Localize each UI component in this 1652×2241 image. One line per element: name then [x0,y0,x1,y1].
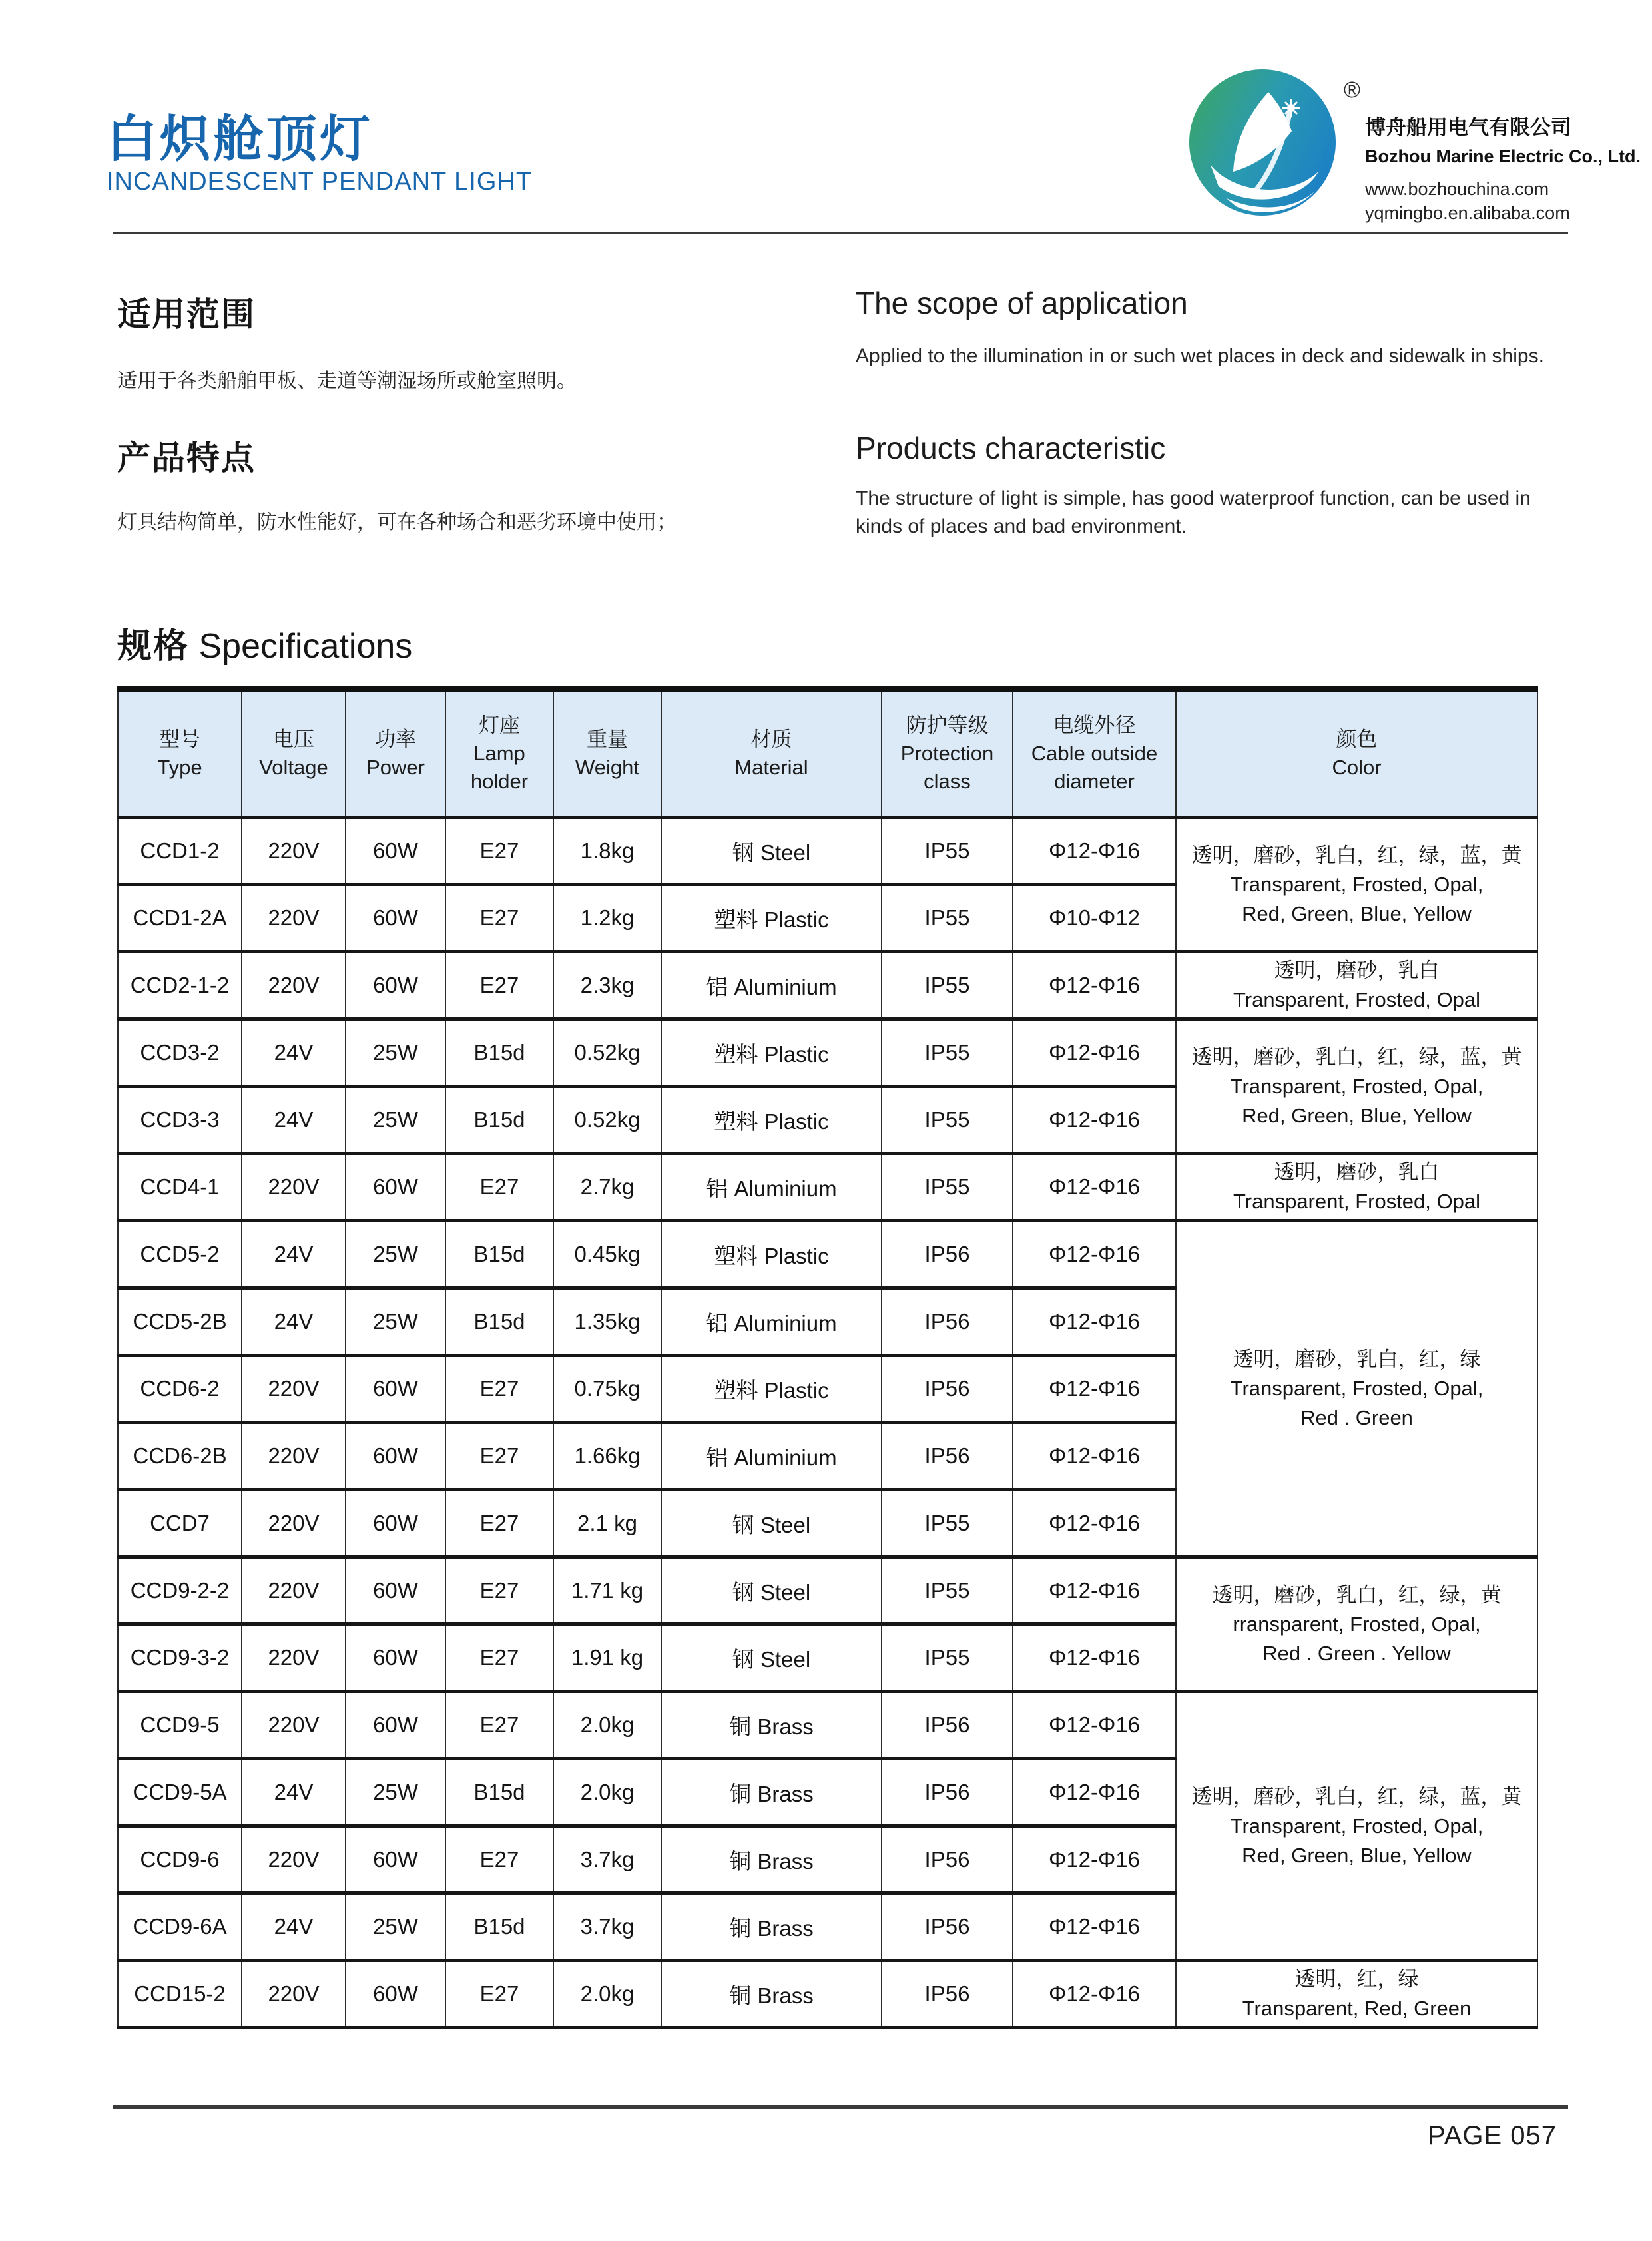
specifications-heading-cn: 规格 [117,627,190,666]
spec-cell-power: 60W [346,1356,445,1423]
spec-cell-protection-class: IP55 [882,885,1013,952]
spec-cell-lamp-holder: E27 [445,1826,553,1893]
spec-cell-type: CCD1-2A [118,885,242,952]
specifications-heading-en: Specifications [198,627,413,666]
spec-cell-color: 透明，磨砂，乳白，红，绿，蓝，黄 Transparent, Frosted, Opal, Red, Green, Blue, Yellow [1176,1019,1537,1154]
spec-cell-power: 60W [346,1624,445,1692]
spec-cell-power: 60W [346,1423,445,1490]
spec-header-weight: 重量 Weight [553,689,661,818]
spec-table-body [118,818,1537,2028]
spec-cell-type: CCD5-2B [118,1288,242,1356]
spec-cell-protection-class: IP56 [882,1356,1013,1423]
scope-body-en: Applied to the illumination in or such wet places in deck and sidewalk in ships. [856,345,1544,367]
spec-cell-material: 铝 Aluminium [661,952,882,1019]
spec-row [118,1221,1537,1288]
spec-cell-voltage: 24V [242,1221,346,1288]
spec-cell-protection-class: IP55 [882,1087,1013,1154]
footer-divider [113,2105,1568,2109]
spec-cell-power: 25W [346,1288,445,1356]
spec-cell-voltage: 220V [242,885,346,952]
spec-cell-color: 透明，磨砂，乳白 Transparent, Frosted, Opal [1176,952,1537,1019]
spec-cell-type: CCD9-2-2 [118,1557,242,1624]
spec-cell-type: CCD3-2 [118,1019,242,1087]
spec-row [118,1557,1537,1624]
spec-cell-power: 60W [346,885,445,952]
spec-cell-cable-outside-diameter: Φ12-Φ16 [1013,1288,1176,1356]
spec-cell-cable-outside-diameter: Φ12-Φ16 [1013,1826,1176,1893]
spec-cell-weight: 1.71 kg [553,1557,661,1624]
spec-cell-weight: 0.52kg [553,1087,661,1154]
spec-cell-cable-outside-diameter: Φ12-Φ16 [1013,1557,1176,1624]
spec-cell-lamp-holder: E27 [445,885,553,952]
spec-header-protection-class: 防护等级 Protection class [882,689,1013,818]
spec-cell-type: CCD3-3 [118,1087,242,1154]
spec-cell-type: CCD6-2B [118,1423,242,1490]
spec-row [118,1154,1537,1221]
spec-cell-color: 透明，磨砂，乳白，红，绿，蓝，黄 Transparent, Frosted, Opal, Red, Green, Blue, Yellow [1176,1692,1537,1961]
spec-row [118,1961,1537,2028]
spec-cell-material: 铝 Aluminium [661,1288,882,1356]
spec-cell-weight: 2.1 kg [553,1490,661,1557]
spec-cell-power: 60W [346,1154,445,1221]
spec-cell-voltage: 24V [242,1893,346,1961]
spec-cell-weight: 3.7kg [553,1826,661,1893]
spec-cell-material: 铝 Aluminium [661,1423,882,1490]
spec-cell-material: 铜 Brass [661,1692,882,1759]
spec-header-material: 材质 Material [661,689,882,818]
spec-cell-weight: 2.3kg [553,952,661,1019]
spec-cell-lamp-holder: B15d [445,1759,553,1826]
company-website-2: yqmingbo.en.alibaba.com [1365,203,1570,223]
spec-cell-cable-outside-diameter: Φ12-Φ16 [1013,1423,1176,1490]
spec-cell-weight: 0.52kg [553,1019,661,1087]
spec-cell-lamp-holder: E27 [445,1624,553,1692]
spec-cell-protection-class: IP55 [882,1154,1013,1221]
spec-cell-lamp-holder: E27 [445,952,553,1019]
spec-cell-cable-outside-diameter: Φ12-Φ16 [1013,1356,1176,1423]
spec-cell-voltage: 220V [242,818,346,885]
spec-header-voltage: 电压 Voltage [242,689,346,818]
spec-header-row [118,689,1537,818]
spec-cell-type: CCD9-6A [118,1893,242,1961]
page-title-en: INCANDESCENT PENDANT LIGHT [107,168,533,196]
spec-cell-cable-outside-diameter: Φ10-Φ12 [1013,885,1176,952]
spec-cell-type: CCD1-2 [118,818,242,885]
spec-cell-protection-class: IP56 [882,1692,1013,1759]
spec-cell-weight: 0.45kg [553,1221,661,1288]
spec-cell-material: 塑料 Plastic [661,1356,882,1423]
spec-cell-power: 60W [346,1692,445,1759]
header-divider [113,232,1568,234]
spec-cell-lamp-holder: E27 [445,818,553,885]
company-logo [1188,68,1337,217]
spec-cell-weight: 2.0kg [553,1759,661,1826]
spec-cell-type: CCD9-6 [118,1826,242,1893]
spec-cell-cable-outside-diameter: Φ12-Φ16 [1013,1221,1176,1288]
spec-cell-voltage: 220V [242,1356,346,1423]
spec-cell-type: CCD9-5 [118,1692,242,1759]
spec-cell-protection-class: IP55 [882,1019,1013,1087]
spec-cell-protection-class: IP56 [882,1893,1013,1961]
spec-row [118,1019,1537,1087]
spec-cell-protection-class: IP55 [882,1490,1013,1557]
spec-cell-protection-class: IP55 [882,1624,1013,1692]
spec-cell-lamp-holder: B15d [445,1019,553,1087]
spec-cell-cable-outside-diameter: Φ12-Φ16 [1013,1019,1176,1087]
spec-cell-power: 60W [346,818,445,885]
spec-cell-type: CCD2-1-2 [118,952,242,1019]
spec-header-power: 功率 Power [346,689,445,818]
spec-cell-color: 透明，磨砂，乳白，红，绿，黄 rransparent, Frosted, Opal, Red . Green . Yellow [1176,1557,1537,1692]
spec-cell-material: 塑料 Plastic [661,1019,882,1087]
spec-cell-cable-outside-diameter: Φ12-Φ16 [1013,1692,1176,1759]
registered-trademark-icon: ® [1344,77,1361,103]
spec-cell-color: 透明，磨砂，乳白，红，绿，蓝，黄 Transparent, Frosted, Opal, Red, Green, Blue, Yellow [1176,818,1537,952]
spec-cell-cable-outside-diameter: Φ12-Φ16 [1013,818,1176,885]
spec-cell-material: 铝 Aluminium [661,1154,882,1221]
sailboat-logo-icon [1188,68,1337,217]
spec-header-color: 颜色 Color [1176,689,1537,818]
feature-title-en: Products characteristic [856,431,1166,465]
spec-cell-voltage: 220V [242,952,346,1019]
spec-cell-material: 铜 Brass [661,1826,882,1893]
spec-cell-material: 铜 Brass [661,1961,882,2028]
spec-cell-power: 60W [346,1826,445,1893]
spec-cell-material: 塑料 Plastic [661,1221,882,1288]
spec-cell-protection-class: IP56 [882,1961,1013,2028]
spec-cell-color: 透明，红，绿 Transparent, Red, Green [1176,1961,1537,2028]
company-name-cn: 博舟船用电气有限公司 [1365,116,1571,139]
spec-cell-protection-class: IP56 [882,1759,1013,1826]
spec-cell-material: 钢 Steel [661,1490,882,1557]
spec-cell-protection-class: IP55 [882,1557,1013,1624]
spec-cell-material: 钢 Steel [661,818,882,885]
spec-cell-lamp-holder: E27 [445,1961,553,2028]
spec-cell-lamp-holder: E27 [445,1692,553,1759]
feature-title-cn: 产品特点 [117,439,256,477]
spec-cell-weight: 2.7kg [553,1154,661,1221]
spec-row [118,952,1537,1019]
spec-cell-type: CCD6-2 [118,1356,242,1423]
spec-cell-cable-outside-diameter: Φ12-Φ16 [1013,1961,1176,2028]
spec-cell-voltage: 220V [242,1423,346,1490]
spec-cell-color: 透明，磨砂，乳白，红，绿 Transparent, Frosted, Opal, Red . Green [1176,1221,1537,1557]
spec-header-lamp-holder: 灯座 Lamp holder [445,689,553,818]
spec-cell-type: CCD4-1 [118,1154,242,1221]
spec-cell-lamp-holder: E27 [445,1557,553,1624]
spec-cell-power: 25W [346,1893,445,1961]
page-title-cn: 白炽舱顶灯 [107,111,373,168]
spec-cell-protection-class: IP56 [882,1288,1013,1356]
spec-cell-lamp-holder: E27 [445,1490,553,1557]
feature-body-cn: 灯具结构简单，防水性能好，可在各种场合和恶劣环境中使用； [117,511,677,533]
spec-cell-lamp-holder: E27 [445,1154,553,1221]
spec-cell-type: CCD15-2 [118,1961,242,2028]
scope-title-cn: 适用范围 [117,296,256,333]
spec-cell-material: 钢 Steel [661,1557,882,1624]
spec-cell-cable-outside-diameter: Φ12-Φ16 [1013,1893,1176,1961]
spec-cell-type: CCD9-3-2 [118,1624,242,1692]
spec-cell-cable-outside-diameter: Φ12-Φ16 [1013,1087,1176,1154]
spec-cell-cable-outside-diameter: Φ12-Φ16 [1013,1624,1176,1692]
spec-cell-weight: 2.0kg [553,1692,661,1759]
company-website-1: www.bozhouchina.com [1365,179,1549,199]
spec-cell-weight: 3.7kg [553,1893,661,1961]
spec-cell-voltage: 220V [242,1624,346,1692]
spec-cell-lamp-holder: B15d [445,1221,553,1288]
spec-cell-material: 钢 Steel [661,1624,882,1692]
scope-body-cn: 适用于各类船舶甲板、走道等潮湿场所或舱室照明。 [117,370,577,392]
spec-cell-cable-outside-diameter: Φ12-Φ16 [1013,1759,1176,1826]
company-info [1365,111,1645,224]
spec-cell-power: 25W [346,1019,445,1087]
spec-header-cable-outside-diameter: 电缆外径 Cable outside diameter [1013,689,1176,818]
spec-row [118,1692,1537,1759]
spec-cell-cable-outside-diameter: Φ12-Φ16 [1013,952,1176,1019]
spec-cell-power: 25W [346,1087,445,1154]
spec-cell-material: 塑料 Plastic [661,1087,882,1154]
spec-cell-voltage: 220V [242,1557,346,1624]
spec-cell-weight: 1.91 kg [553,1624,661,1692]
spec-cell-voltage: 220V [242,1826,346,1893]
spec-cell-protection-class: IP55 [882,952,1013,1019]
page-number: PAGE 057 [1427,2121,1557,2150]
spec-cell-weight: 1.2kg [553,885,661,952]
spec-cell-power: 60W [346,1490,445,1557]
spec-cell-lamp-holder: B15d [445,1087,553,1154]
spec-cell-power: 25W [346,1221,445,1288]
spec-cell-power: 25W [346,1759,445,1826]
spec-cell-protection-class: IP56 [882,1221,1013,1288]
specifications-table [117,686,1538,2029]
spec-cell-voltage: 220V [242,1490,346,1557]
spec-cell-power: 60W [346,1557,445,1624]
spec-cell-type: CCD9-5A [118,1759,242,1826]
spec-cell-lamp-holder: B15d [445,1288,553,1356]
spec-cell-weight: 1.8kg [553,818,661,885]
spec-cell-weight: 1.35kg [553,1288,661,1356]
spec-cell-protection-class: IP56 [882,1423,1013,1490]
spec-cell-lamp-holder: B15d [445,1893,553,1961]
spec-cell-weight: 1.66kg [553,1423,661,1490]
spec-cell-cable-outside-diameter: Φ12-Φ16 [1013,1154,1176,1221]
spec-cell-type: CCD7 [118,1490,242,1557]
spec-cell-material: 铜 Brass [661,1759,882,1826]
company-name-en: Bozhou Marine Electric Co., Ltd. [1365,146,1641,166]
spec-cell-power: 60W [346,952,445,1019]
spec-cell-weight: 0.75kg [553,1356,661,1423]
spec-cell-voltage: 220V [242,1961,346,2028]
spec-row [118,818,1537,885]
feature-body-en: The structure of light is simple, has good waterproof function, can be used in kinds of places and bad environment. [856,487,1531,537]
spec-cell-protection-class: IP55 [882,818,1013,885]
spec-cell-power: 60W [346,1961,445,2028]
spec-cell-material: 塑料 Plastic [661,885,882,952]
spec-cell-voltage: 24V [242,1087,346,1154]
spec-cell-cable-outside-diameter: Φ12-Φ16 [1013,1490,1176,1557]
specifications-heading [117,618,412,668]
spec-cell-voltage: 220V [242,1154,346,1221]
spec-cell-material: 铜 Brass [661,1893,882,1961]
spec-cell-type: CCD5-2 [118,1221,242,1288]
spec-cell-lamp-holder: E27 [445,1356,553,1423]
spec-header-type: 型号 Type [118,689,242,818]
spec-cell-voltage: 220V [242,1692,346,1759]
spec-cell-protection-class: IP56 [882,1826,1013,1893]
spec-cell-weight: 2.0kg [553,1961,661,2028]
spec-cell-voltage: 24V [242,1019,346,1087]
spec-cell-voltage: 24V [242,1288,346,1356]
spec-cell-lamp-holder: E27 [445,1423,553,1490]
spec-cell-voltage: 24V [242,1759,346,1826]
scope-title-en: The scope of application [856,286,1188,320]
spec-cell-color: 透明，磨砂，乳白 Transparent, Frosted, Opal [1176,1154,1537,1221]
